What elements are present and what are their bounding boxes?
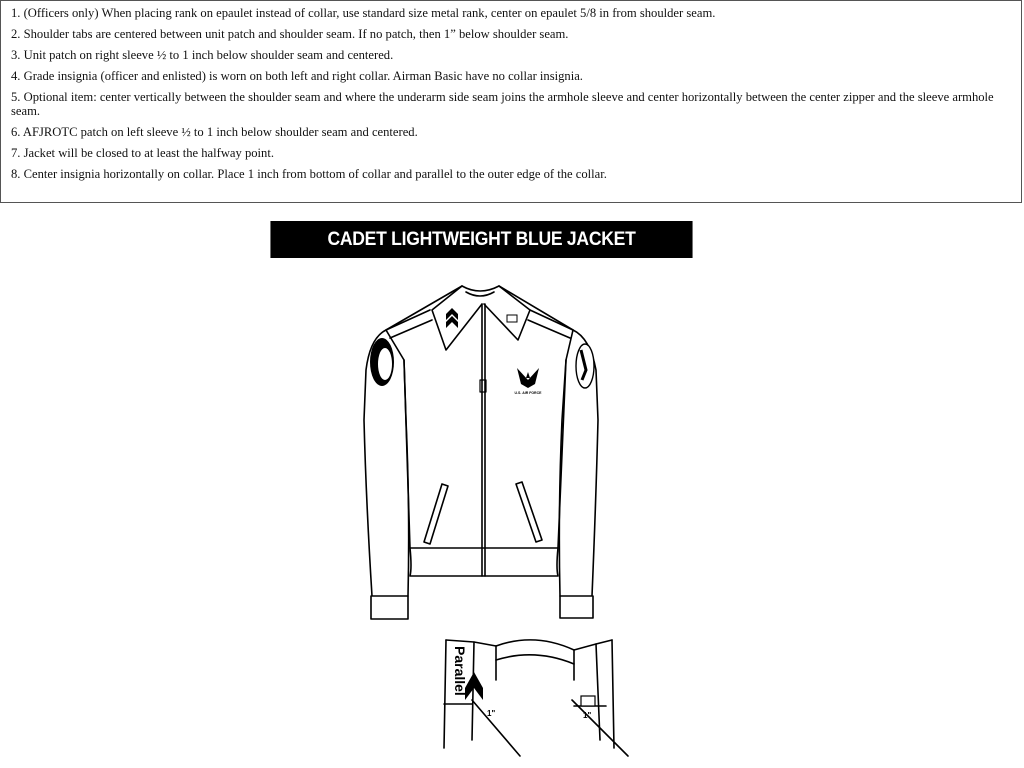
diagram-title: CADET LIGHTWEIGHT BLUE JACKET <box>270 221 692 258</box>
instruction-item: 1. (Officers only) When placing rank on epaulet instead of collar, use standard size metal rank, center on epaulet 5/8 in from shoulder seam. <box>11 6 716 20</box>
air-force-logo-text: U.S. AIR FORCE <box>514 391 542 395</box>
instruction-item: 8. Center insignia horizontally on collar. Place 1 inch from bottom of collar and parallel to the outer edge of the collar. <box>11 166 607 181</box>
instruction-item: 3. Unit patch on right sleeve ½ to 1 inch below shoulder seam and centered. <box>11 47 394 62</box>
officer-insignia-icon <box>581 696 595 706</box>
instruction-item: 6. AFJROTC patch on left sleeve ½ to 1 inch below shoulder seam and centered. <box>11 124 418 139</box>
instruction-item: 7. Jacket will be closed to at least the halfway point. <box>11 145 274 160</box>
instruction-item: 2. Shoulder tabs are centered between unit patch and shoulder seam. If no patch, then 1” below shoulder seam. <box>11 26 569 41</box>
instruction-item: 4. Grade insignia (officer and enlisted) is worn on both left and right collar. Airman Basic have no collar insignia. <box>11 68 583 83</box>
instruction-item: 5. Optional item: center vertically between the shoulder seam and where the underarm side seam joins the armhole sleeve and center horizontally between the center zipper and the sleeve armhole seam. <box>11 89 994 119</box>
right-measure-label: 1" <box>583 711 592 720</box>
parallel-label: Parallel <box>452 646 468 696</box>
left-measure-label: 1" <box>487 709 496 718</box>
